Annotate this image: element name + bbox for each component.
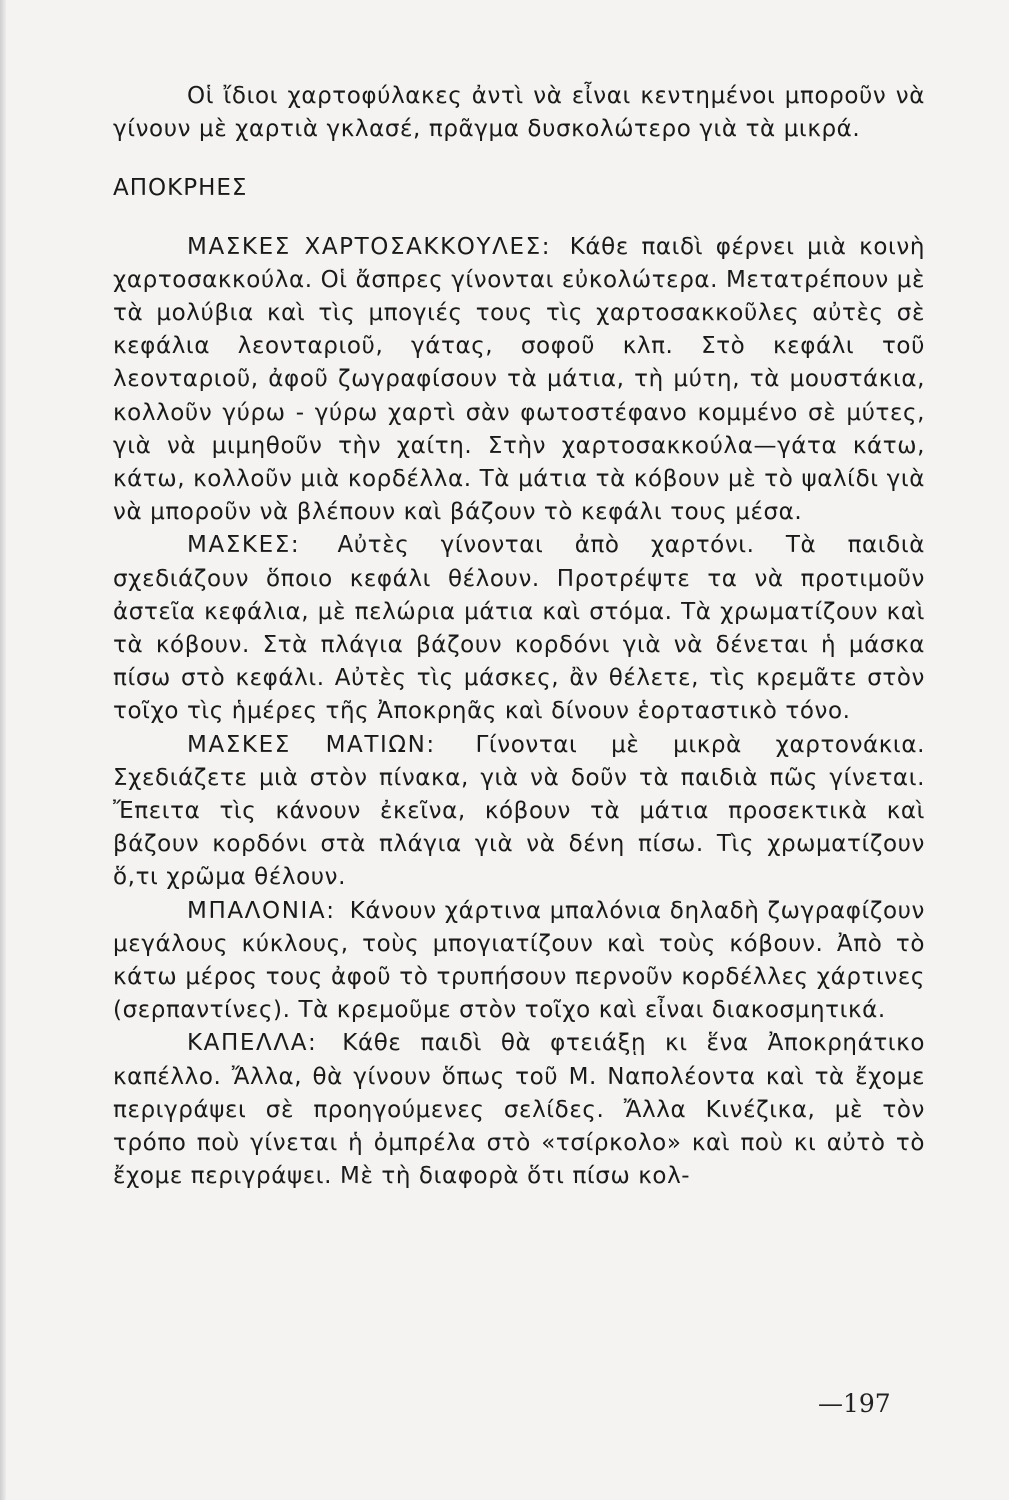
paragraph-masks bbox=[113, 529, 925, 728]
paragraph-heading: ΜΠΑΛΟΝΙΑ: bbox=[187, 897, 336, 924]
paragraph-heading: ΜΑΣΚΕΣ ΜΑΤΙΩΝ: bbox=[187, 731, 436, 758]
body-text bbox=[113, 80, 925, 1194]
paragraph-heading: ΜΑΣΚΕΣ: bbox=[187, 532, 301, 559]
paragraph-hats bbox=[113, 1027, 925, 1193]
paragraph-balloons bbox=[113, 895, 925, 1028]
paragraph-text: Κάνουν χάρτινα μπαλόνια δηλαδὴ ζωγραφίζουν μεγάλους κύκλους, τοὺς μπογιατίζουν καὶ τοὺς κόβουν. Ἀπὸ τὸ κάτω μέρος τους ἀφοῦ τὸ τρυπήσουν περνοῦν κορδέλλες χάρτινες (σερπαντίνες). Τὰ κρεμοῦμε στὸν τοῖχο καὶ εἶναι διακοσμητικά. bbox=[113, 897, 925, 1024]
page-left-edge bbox=[0, 0, 6, 1500]
paragraph-text: Αὐτὲς γίνονται ἀπὸ χαρτόνι. Τὰ παιδιὰ σχεδιάζουν ὅποιο κεφάλι θέλουν. Προτρέψτε τα νὰ προτιμοῦν ἀστεῖα κεφάλια, μὲ πελώρια μάτια καὶ στόμα. Τὰ χρωματίζουν καὶ τὰ κόβουν. Στὰ πλάγια βάζουν κορδόνι γιὰ νὰ δένεται ἡ μάσκα πίσω στὸ κεφάλι. Αὐτὲς τὶς μάσκες, ἂν θέλετε, τὶς κρεμᾶτε στὸν τοῖχο τὶς ἡμέρες τῆς Ἀποκρηᾶς καὶ δίνουν ἑορταστικὸ τόνο. bbox=[113, 532, 926, 725]
paragraph-text: Κάθε παιδὶ φέρνει μιὰ κοινὴ χαρτοσακκούλα. Οἱ ἄσπρες γίνονται εὐκολώτερα. Μετατρέπουν μὲ τὰ μολύβια καὶ τὶς μπογιές τους τὶς χαρτοσακκοῦλες αὐτὲς σὲ κεφάλια λεονταριοῦ, γάτας, σοφοῦ κλπ. Στὸ κεφάλι τοῦ λεονταριοῦ, ἀφοῦ ζωγραφίσουν τὰ μάτια, τὴ μύτη, τὰ μουστάκια, κολλοῦν γύρω - γύρω χαρτὶ σὰν φωτοστέφανο κομμένο σὲ μύτες, γιὰ νὰ μιμηθοῦν τὴν χαίτη. Στὴν χαρτοσακκούλα—γάτα κάτω, κάτω, κολλοῦν μιὰ κορδέλλα. Τὰ μάτια τὰ κόβουν μὲ τὸ ψαλίδι γιὰ νὰ μποροῦν νὰ βλέπουν καὶ βάζουν τὸ κεφάλι τους μέσα. bbox=[113, 233, 925, 526]
paragraph-text: Γίνονται μὲ μικρὰ χαρτονάκια. Σχεδιάζετε μιὰ στὸν πίνακα, γιὰ νὰ δοῦν τὰ παιδιὰ πῶς γίνεται. Ἔπειτα τὶς κάνουν ἐκεῖνα, κόβουν τὰ μάτια προσεκτικὰ καὶ βάζουν κορδόνι στὰ πλάγια γιὰ νὰ δένη πίσω. Τὶς χρωματίζουν ὅ,τι χρῶμα θέλουν. bbox=[113, 731, 925, 891]
paragraph-text: Κάθε παιδὶ θὰ φτειάξῃ κι ἕνα Ἀποκρηάτικο καπέλλο. Ἄλλα, θὰ γίνουν ὅπως τοῦ Μ. Ναπολέοντα καὶ τὰ ἔχομε περιγράψει σὲ προηγούμενες σελίδες. Ἄλλα Κινέζικα, μὲ τὸν τρόπο ποὺ γίνεται ἡ ὀμπρέλα στὸ «τσίρκολο» καὶ ποὺ κι αὐτὸ τὸ ἔχομε περιγράψει. Μὲ τὴ διαφορὰ ὅτι πίσω κολ- bbox=[113, 1030, 925, 1190]
section-title: ΑΠΟΚΡΗΕΣ bbox=[113, 175, 248, 202]
page-number: —197 bbox=[818, 1389, 891, 1418]
intro-paragraph: Οἱ ἴδιοι χαρτοφύλακες ἀντὶ νὰ εἶναι κεντημένοι μποροῦν νὰ γίνουν μὲ χαρτιὰ γκλασέ, πρᾶγμα δυσκολώτερο γιὰ τὰ μικρά. bbox=[113, 83, 925, 143]
paragraph-paper-bag-masks bbox=[113, 231, 925, 530]
paragraph-heading: ΚΑΠΕΛΛΑ: bbox=[187, 1030, 318, 1057]
paragraph-heading: ΜΑΣΚΕΣ ΧΑΡΤΟΣΑΚΚΟΥΛΕΣ: bbox=[187, 233, 552, 260]
paragraph-eye-masks bbox=[113, 729, 925, 895]
